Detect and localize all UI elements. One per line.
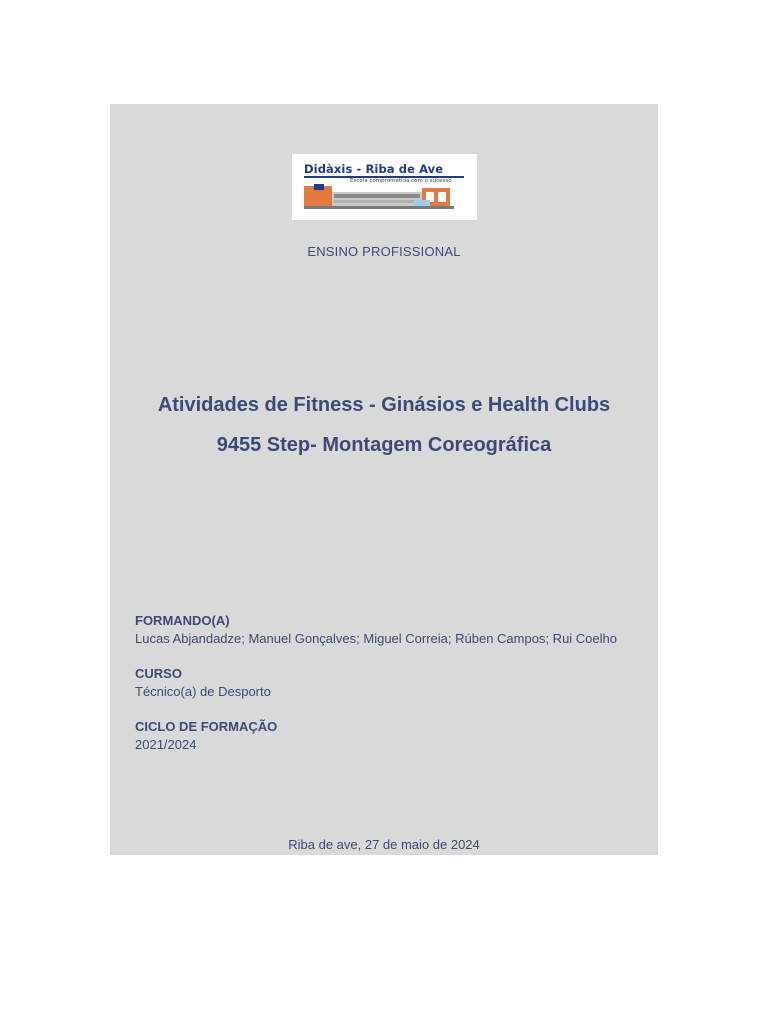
training-cycle-value: 2021/2024	[135, 737, 197, 752]
school-building-icon	[304, 184, 464, 210]
course-value: Técnico(a) de Desporto	[135, 684, 271, 699]
trainees-value: Lucas Abjandadze; Manuel Gonçalves; Miguel Correia; Rúben Campos; Rui Coelho	[135, 631, 617, 646]
document-title-line-2: 9455 Step- Montagem Coreográfica	[216, 434, 552, 456]
course-label: CURSO	[135, 666, 182, 681]
training-cycle-label: CICLO DE FORMAÇÃO	[135, 719, 278, 734]
logo-title: Didàxis - Riba de Ave	[304, 162, 444, 176]
cover-page	[110, 104, 658, 855]
school-type-label: ENSINO PROFISSIONAL	[307, 244, 461, 259]
place-and-date: Riba de ave, 27 de maio de 2024	[288, 837, 480, 852]
trainees-label: FORMANDO(A)	[135, 613, 230, 628]
logo-tagline: Escola comprometida com o sucesso	[350, 178, 452, 184]
document-title-line-1: Atividades de Fitness - Ginásios e Health Clubs	[157, 394, 611, 416]
school-logo	[292, 154, 477, 220]
